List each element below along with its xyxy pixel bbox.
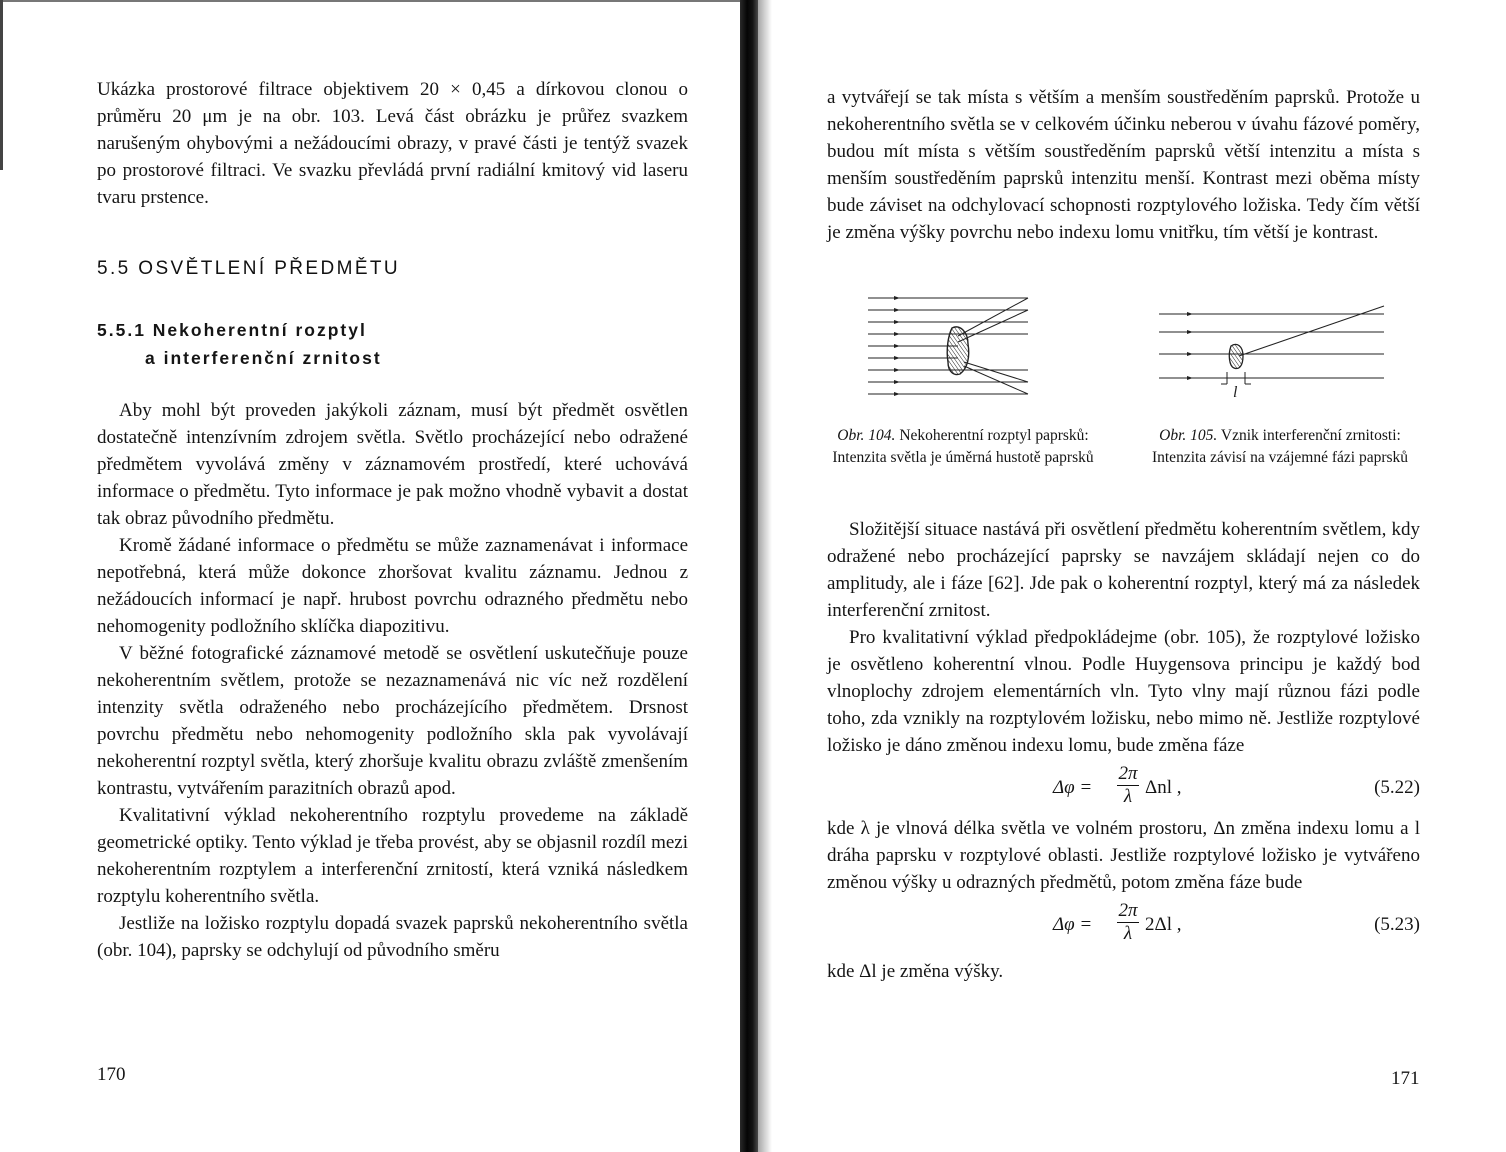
left-body xyxy=(97,397,688,964)
ray-arrows xyxy=(894,296,900,396)
equation-rhs: Δnl , xyxy=(1145,777,1182,798)
right-body xyxy=(827,516,1420,985)
equation-denominator: λ xyxy=(1123,923,1133,944)
figure-104-caption xyxy=(819,425,1107,469)
equation-numerator: 2π xyxy=(1118,900,1138,921)
paragraph: Pro kvalitativní výklad předpokládejme (obr. 105), že rozptylové ložisko je osvětleno koherentní vlnou. Podle Huygensova principu je každý bod vlnoplochy zdrojem elementárních vln. Tyto vlny mají různou fázi podle toho, zda vznikly na rozptylovém ložisku, nebo mimo ně. Jestliže rozptylové ložisko je dáno změnou indexu lomu, bude změna fáze xyxy=(827,627,1420,756)
figure-105-diagram xyxy=(1159,294,1399,402)
paragraph: Aby mohl být proveden jakýkoli záznam, musí být předmět osvětlen dostatečně intenzívním zdrojem světla. Světlo procházející nebo odražené předmětem vyvolává změny v záznamovém prostředí, které uchovává informace o předmětu. Tyto informace je pak možno vhodně vybavit a dostat tak obraz původního předmětu. xyxy=(97,400,688,529)
equation-tag: (5.23) xyxy=(1374,914,1420,935)
subsection-title xyxy=(97,316,688,372)
figure-105-caption-text: Vznik interferenční zrnitosti: Intenzita závisí na vzájemné fázi paprsků xyxy=(1151,427,1409,466)
equation-lhs: Δφ = xyxy=(1053,914,1093,935)
scattering-grain xyxy=(1229,344,1243,368)
subsection-title-line1: 5.5.1 Nekoherentní rozptyl xyxy=(97,320,367,340)
intro-paragraph: Ukázka prostorové filtrace objektivem 20 × 0,45 a dírkovou clonou o průměru 20 μm je na obr. 103. Levá část obrázku je průřez svazkem narušeným ohybovými a nežádoucími obrazy, v pravé části je tentýž svazek po prostorové filtraci. Ve svazku převládá první radiální kmitový vid laseru tvaru prstence. xyxy=(97,79,688,208)
equation-denominator: λ xyxy=(1123,786,1133,807)
figure-105-caption xyxy=(1135,425,1425,469)
figure-104-diagram xyxy=(868,288,1068,406)
equation-lhs: Δφ = xyxy=(1053,777,1093,798)
paragraph: kde λ je vlnová délka světla ve volném prostoru, Δn změna indexu lomu a l dráha paprsku v rozptylové oblasti. Jestliže rozptylové ložisko je vytvářeno změnou výšky u odrazných předmětů, potom změna fáze bude xyxy=(827,818,1420,893)
equation-5-23 xyxy=(827,896,1420,952)
paragraph: kde Δl je změna výšky. xyxy=(827,961,1004,982)
figure-104-caption-text: Nekoherentní rozptyl paprsků: Intenzita světla je úměrná hustotě paprsků xyxy=(832,427,1094,466)
continuation-paragraph: a vytvářejí se tak místa s větším a menším soustředěním paprsků. Protože u nekoherentního světla se v celkovém účinku neberou v úvahu fázové poměry, budou mít místa s větším soustředěním paprsků větší intenzitu a místa s menším soustředěním paprsků intenzitu menší. Kontrast mezi oběma místy bude záviset na odchylovací schopnosti rozptylového ložiska. Tedy čím větší je změna výšky povrchu nebo indexu lomu vnitřku, tím větší je kontrast. xyxy=(827,87,1420,243)
paragraph: Složitější situace nastává při osvětlení předmětu koherentním světlem, kdy odražené nebo procházející paprsky se navzájem skládají nejen co do amplitudy, ale i fáze [62]. Jde pak o koherentní rozptyl, který má za následek interferenční zrnitost. xyxy=(827,519,1420,621)
figure-105-label: l xyxy=(1233,384,1238,401)
equation-5-22 xyxy=(827,759,1420,815)
coherent-rays xyxy=(1159,306,1384,378)
gutter-shadow xyxy=(758,0,772,1152)
equation-tag: (5.22) xyxy=(1374,777,1420,798)
figure-105-number: Obr. 105. xyxy=(1159,427,1218,444)
ray-arrows xyxy=(1187,312,1193,380)
page-edge-left xyxy=(0,0,3,170)
page-edge-top xyxy=(0,0,740,2)
paragraph: Jestliže na ložisko rozptylu dopadá svazek paprsků nekoherentního světla (obr. 104), paprsky se odchylují od původního směru xyxy=(97,913,688,961)
scattering-body xyxy=(947,327,969,375)
equation-fraction xyxy=(1117,900,1139,945)
paragraph: V běžné fotografické záznamové metodě se osvětlení uskutečňuje pouze nekoherentním světlem, protože se nezaznamenává nic víc než rozdělení intenzity světla odraženého nebo procházejícího předmětem. Drsnost povrchu předmětu nebo nehomogenity podložního skla pak vyvolávají nekoherentní rozptyl světla, který zhoršuje kvalitu obrazu zvláště zmenšením kontrastu, vytvářením parazitních obrazů apod. xyxy=(97,643,688,799)
paragraph: Kvalitativní výklad nekoherentního rozptylu provedeme na základě geometrické optiky. Tento výklad je třeba provést, aby se objasnil rozdíl mezi nekoherentním rozptylem a interferenční zrnitostí, která vzniká následkem rozptylu koherentního světla. xyxy=(97,805,688,907)
subsection-title-line2: a interferenční zrnitost xyxy=(145,348,382,368)
book-gutter xyxy=(740,0,758,1152)
page-number-left: 170 xyxy=(97,1064,126,1085)
paragraph: Kromě žádané informace o předmětu se může zaznamenávat i informace nepotřebná, která může dokonce zhoršovat kvalitu záznamu. Jednou z nežádoucích informací je např. hrubost povrchu odrazného předmětu nebo nehomogenity podložního sklíčka diapozitivu. xyxy=(97,535,688,637)
figure-104-number: Obr. 104. xyxy=(837,427,896,444)
equation-fraction xyxy=(1117,763,1139,808)
page-number-right: 171 xyxy=(1391,1068,1420,1089)
section-title: 5.5 OSVĚTLENÍ PŘEDMĚTU xyxy=(97,258,401,279)
equation-rhs: 2Δl , xyxy=(1145,914,1182,935)
equation-numerator: 2π xyxy=(1118,763,1138,784)
